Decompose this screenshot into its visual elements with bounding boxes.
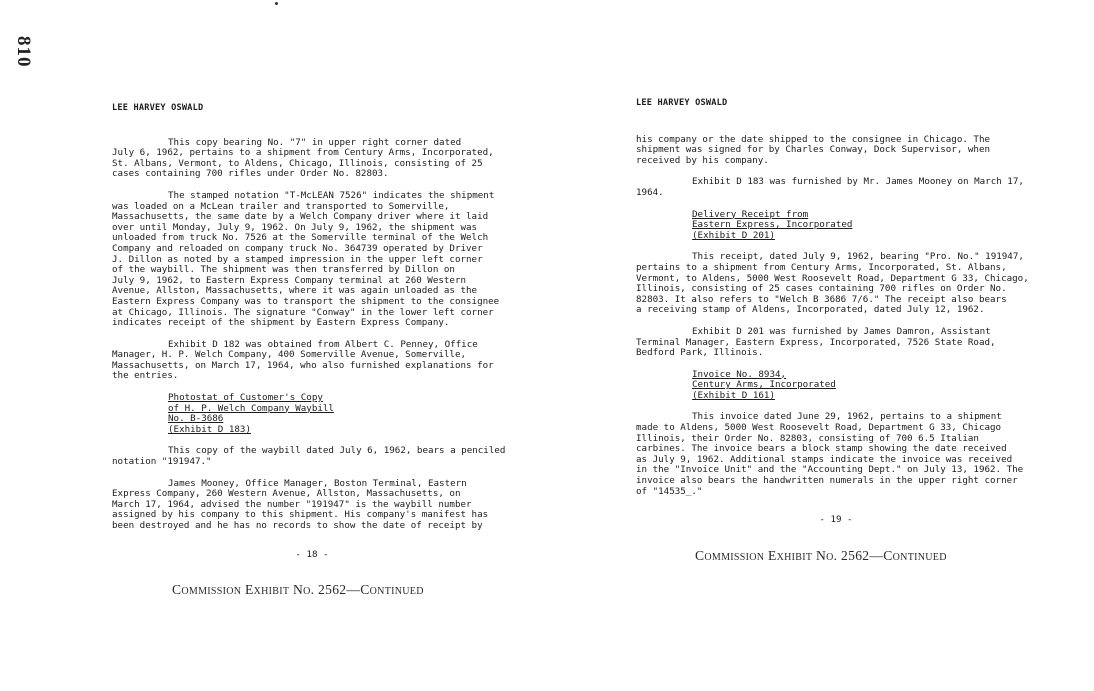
left-paragraph-2: The stamped notation "T-McLEAN 7526" indicates the shipment was loaded on a McLean trailer and transported to Somerville, Massachusetts, the same date by a Welch Company driver where it laid over until Monday, July 9, 1962. On July 9, 1962, the shipment was unloaded from truck No. 7526 at the Somerville terminal of the Welch Company and reloaded on company truck No. 364739 operated by Driver J. Dillon as noted by a stamped impression in the upper left corner of the waybill. The shipment was then transferred by Dillon on July 9, 1962, to Eastern Express Company terminal at 260 Western Avenue, Allston, Massachusetts, where it was again unloaded as the Eastern Express Company was to transport the shipment to the consignee at Chicago, Illinois. The signature "Conway" in the lower left corner indicates receipt of the shipment by Eastern Express Company. (112, 189, 500, 329)
left-paragraph-5: James Mooney, Office Manager, Boston Terminal, Eastern Express Company, 260 Western Avenue, Allston, Massachusetts, on March 17, 1964, advised the number "191947" is the waybill number assigned by his company to this shipment. His company's manifest has been destroyed and he has no records to show the date of receipt by (112, 477, 489, 531)
right-heading-delivery-receipt: Delivery Receipt from Eastern Express, Incorporated (Exhibit D 201) (692, 208, 853, 241)
left-paragraph-4: This copy of the waybill dated July 6, 1962, bears a penciled notation "191947." (112, 445, 506, 468)
left-folio: - 18 - (295, 548, 329, 560)
right-page-header: LEE HARVEY OSWALD (636, 98, 728, 108)
right-page (636, 98, 1036, 526)
right-paragraph-2: This receipt, dated July 9, 1962, bearing "Pro. No." 191947, pertains to a shipment from Century Arms, Incorporated, St. Albans, Vermont, to Aldens, 5000 West Roosevelt Road, Department G 33, Chicago, Illinois, consisting of 25 cases containing 700 rifles on Order No. 82803. It also refers to "Welch B 3686 7/6." The receipt also bears a receiving stamp of Aldens, Incorporated, dated July 12, 1962. (636, 251, 1029, 316)
left-exhibit-caption: Commission Exhibit No. 2562—Continued (172, 582, 424, 597)
right-paragraph-3: Exhibit D 201 was furnished by James Damron, Assistant Terminal Manager, Eastern Express, Incorporated, 7526 State Road, Bedford Park, Illinois. (636, 325, 996, 359)
left-exhibit-heading: Photostat of Customer's Copy of H. P. Welch Company Waybill No. B-3686 (Exhibit D 183) (168, 392, 334, 435)
left-page-header: LEE HARVEY OSWALD (112, 103, 204, 113)
left-page (112, 103, 512, 560)
right-folio: - 19 - (819, 514, 853, 526)
right-continuation: his company or the date shipped to the consignee in Chicago. The shipment was signed for by Charles Conway, Dock Supervisor, when received by his company. (636, 133, 991, 166)
right-heading-invoice: Invoice No. 8934, Century Arms, Incorporated (Exhibit D 161) (692, 368, 836, 401)
right-paragraph-4: This invoice dated June 29, 1962, pertains to a shipment made to Aldens, 5000 West Roosevelt Road, Department G 33, Chicago Illinois, their Order No. 82803, consisting of 700 6.5 Italian carbines. The invoice bears a block stamp showing the date received as July 9, 1962. Additional stamps indicate the invoice was received in the "Invoice Unit" and the "Accounting Dept." on July 13, 1962. The invoice also bears the handwritten numerals in the upper right corner of "14535_." (636, 411, 1024, 497)
right-paragraph-1: Exhibit D 183 was furnished by Mr. James Mooney on March 17, 1964. (636, 176, 1024, 198)
left-paragraph-1: This copy bearing No. "7" in upper right corner dated July 6, 1962, pertains to a shipment from Century Arms, Incorporated, St. Albans, Vermont, to Aldens, Chicago, Illinois, consisting of 25 cases containing 700 rifles under Order No. 82803. (112, 136, 494, 180)
left-paragraph-3: Exhibit D 182 was obtained from Albert C. Penney, Office Manager, H. P. Welch Company, 400 Somerville Avenue, Somerville, Massachusetts, on March 17, 1964, who also furnished explanations for the entries. (112, 338, 494, 382)
scan-speck (275, 2, 278, 5)
right-exhibit-caption: Commission Exhibit No. 2562—Continued (695, 548, 947, 563)
page-number: 810 (13, 36, 34, 68)
